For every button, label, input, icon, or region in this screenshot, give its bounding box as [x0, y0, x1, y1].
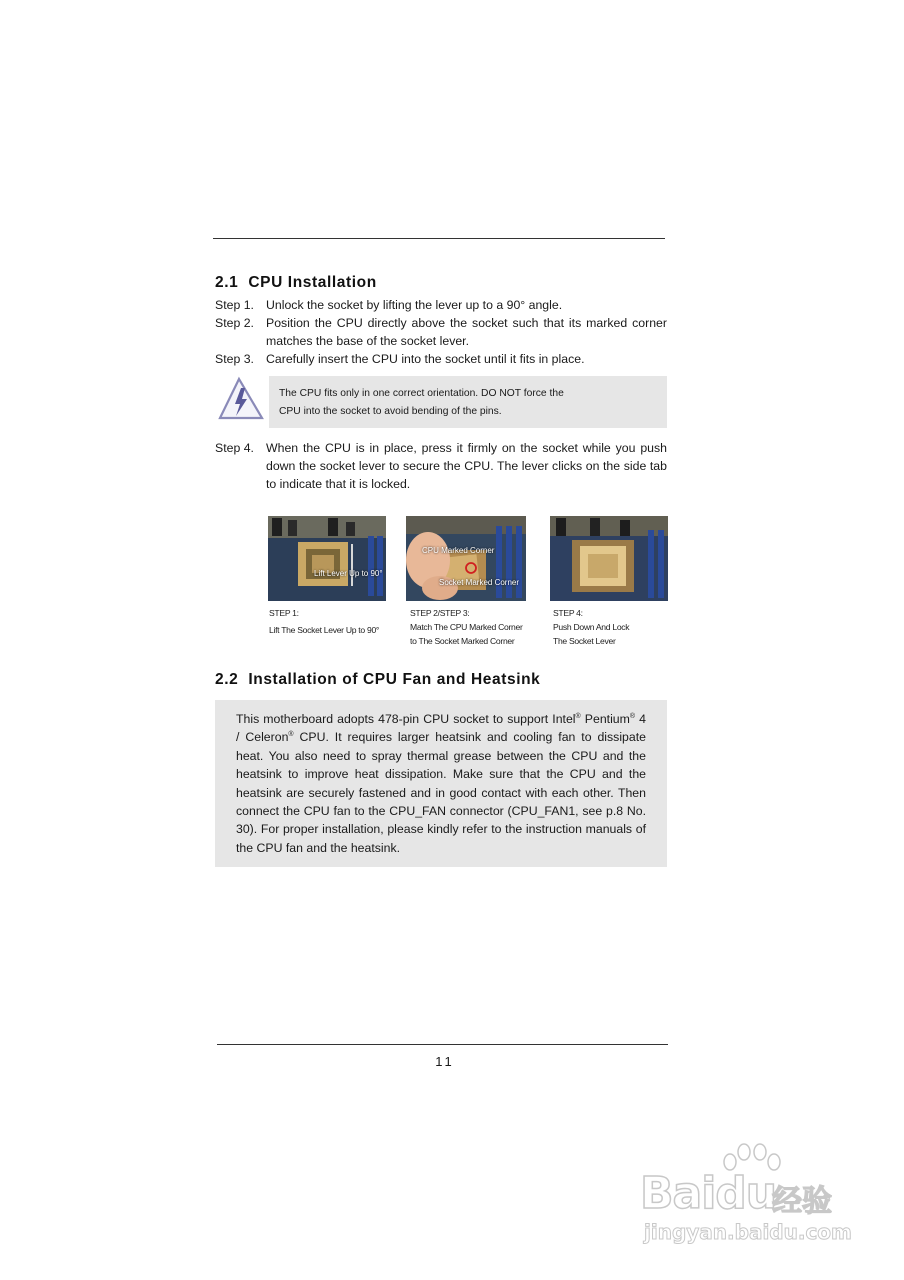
- header-rule: [213, 238, 665, 239]
- step-3: Step 3. Carefully insert the CPU into the socket until it fits in place.: [215, 352, 585, 366]
- step-1: Step 1. Unlock the socket by lifting the lever up to a 90° angle.: [215, 298, 563, 312]
- photo-3-caption: STEP 4: Push Down And Lock The Socket Lever: [553, 608, 630, 646]
- warning-line-2: CPU into the socket to avoid bending of the pins.: [279, 405, 502, 417]
- warning-line-1: The CPU fits only in one correct orientation. DO NOT force the: [279, 388, 564, 399]
- warning-triangle-icon: [217, 376, 265, 422]
- step-2: Step 2. Position the CPU directly above the socket such that its marked corner matches the base of the socket lever.: [215, 316, 667, 349]
- watermark-brand: Baidu: [640, 1168, 777, 1219]
- section-heading-fan-heatsink: 2.2 Installation of CPU Fan and Heatsink: [215, 671, 541, 688]
- photo-step-4: [550, 516, 668, 601]
- photo-1-caption: STEP 1: Lift The Socket Lever Up to 90°: [269, 608, 380, 635]
- photo-step-2-3: [406, 516, 526, 601]
- watermark-cn: 经验: [772, 1184, 832, 1219]
- photo-2-overlay-socket: Socket Marked Corner: [439, 578, 520, 587]
- baidu-watermark: [638, 1140, 858, 1250]
- section-heading-cpu-installation: 2.1 CPU Installation: [215, 274, 377, 291]
- step-4: Step 4. When the CPU is in place, press it firmly on the socket while you push down the socket lever to secure the CPU. The lever clicks on the side tab to indicate that it is locked.: [215, 441, 667, 492]
- watermark-url: jingyan.baidu.com: [644, 1220, 852, 1244]
- warning-note: [269, 376, 667, 428]
- photo-step-1: [268, 516, 386, 601]
- photo-2-caption: STEP 2/STEP 3: Match The CPU Marked Corner to The Socket Marked Corner: [410, 608, 523, 646]
- footer-rule: [217, 1044, 668, 1045]
- heatsink-info-box: This motherboard adopts 478-pin CPU socket to support Intel® Pentium® 4 / Celeron® CPU. It requires larger heatsink and cooling fan to dissipate heat. You also need to spray thermal grease between the CPU and the heatsink to improve heat dissipation. Make sure that the CPU and the heatsink are securely fastened and in good contact with each other. Then connect the CPU fan to the CPU_FAN connector (CPU_FAN1, see p.8 No. 30). For proper installation, please kindly refer to the instruction manuals of the CPU fan and the heatsink.: [215, 700, 667, 867]
- photo-1-overlay: Lift Lever Up to 90°: [314, 569, 383, 578]
- page-number: 11: [435, 1054, 455, 1069]
- photo-2-overlay-cpu: CPU Marked Corner: [422, 546, 495, 555]
